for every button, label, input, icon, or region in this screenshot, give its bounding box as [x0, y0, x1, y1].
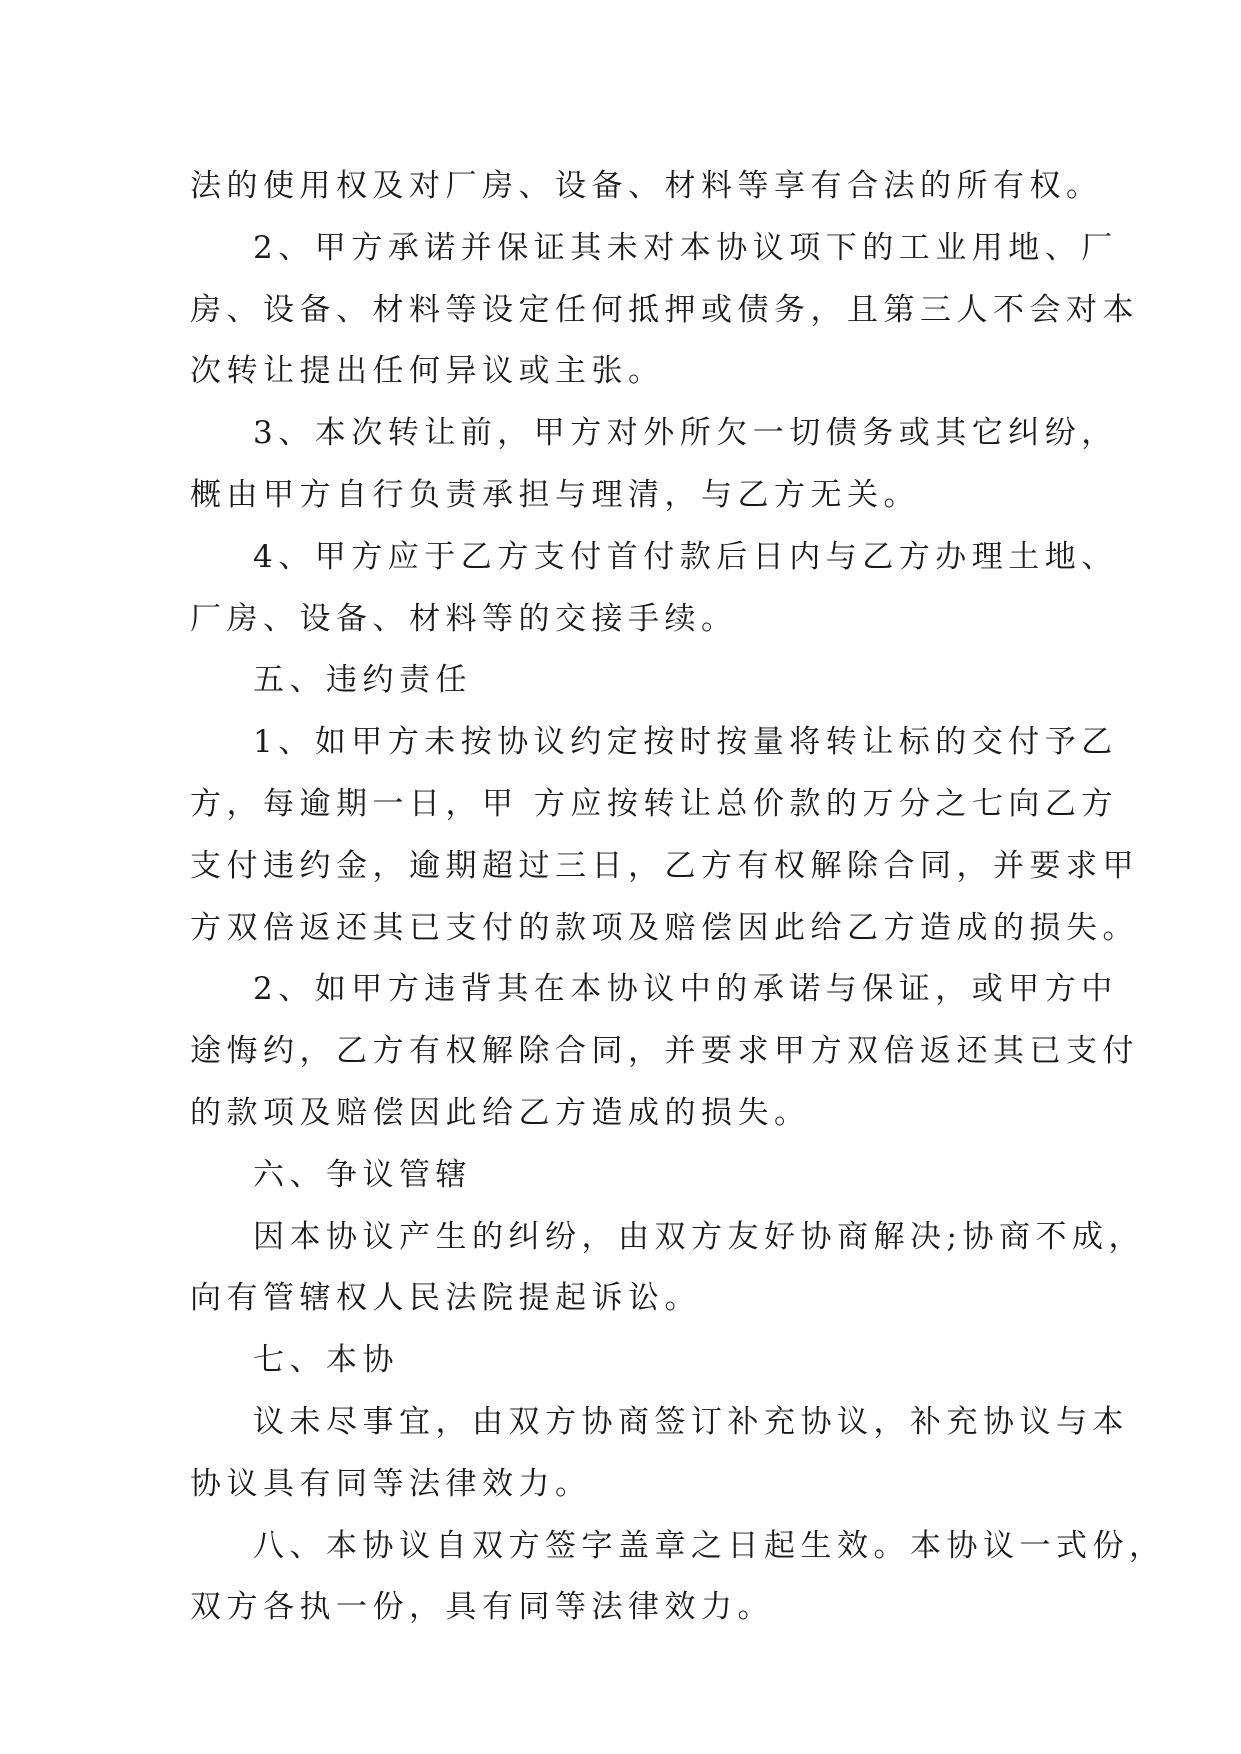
text-line: 途悔约，乙方有权解除合同，并要求甲方双倍返还其已支付 — [190, 1033, 1139, 1069]
text-line: 议未尽事宜，由双方协商签订补充协议，补充协议与本 — [253, 1404, 1129, 1440]
text-line: 2、如甲方违背其在本协议中的承诺与保证，或甲方中 — [253, 971, 1118, 1007]
text-line: 3、本次转让前，甲方对外所欠一切债务或其它纠纷， — [253, 415, 1118, 451]
text-line: 厂房、设备、材料等的交接手续。 — [190, 601, 738, 637]
text-line: 方，每逾期一日，甲 方应按转让总价款的万分之七向乙方 — [190, 786, 1118, 822]
text-line: 法的使用权及对厂房、设备、材料等享有合法的所有权。 — [190, 168, 1103, 204]
section-heading: 五、违约责任 — [253, 662, 472, 698]
text-line: 方双倍返还其已支付的款项及赔偿因此给乙方造成的损失。 — [190, 910, 1139, 946]
text-line: 1、如甲方未按协议约定按时按量将转让标的交付予乙 — [253, 724, 1118, 760]
text-line: 因本协议产生的纠纷，由双方友好协商解决;协商不成， — [253, 1219, 1145, 1255]
text-line: 向有管辖权人民法院提起诉讼。 — [190, 1280, 701, 1316]
text-line: 协议具有同等法律效力。 — [190, 1466, 592, 1502]
text-line: 4、甲方应于乙方支付首付款后日内与乙方办理土地、 — [253, 539, 1118, 575]
text-line: 2、甲方承诺并保证其未对本协议项下的工业用地、厂 — [253, 230, 1118, 266]
text-line: 次转让提出任何异议或主张。 — [190, 353, 665, 389]
text-line: 八、本协议自双方签字盖章之日起生效。本协议一式份， — [253, 1528, 1166, 1564]
text-line: 双方各执一份，具有同等法律效力。 — [190, 1589, 774, 1625]
text-line: 概由甲方自行负责承担与理清，与乙方无关。 — [190, 477, 920, 513]
text-line: 的款项及赔偿因此给乙方造成的损失。 — [190, 1095, 811, 1131]
text-line: 支付违约金，逾期超过三日，乙方有权解除合同，并要求甲 — [190, 848, 1139, 884]
section-heading: 七、本协 — [253, 1342, 399, 1378]
text-line: 房、设备、材料等设定任何抵押或债务，且第三人不会对本 — [190, 292, 1139, 328]
section-heading: 六、争议管辖 — [253, 1157, 472, 1193]
